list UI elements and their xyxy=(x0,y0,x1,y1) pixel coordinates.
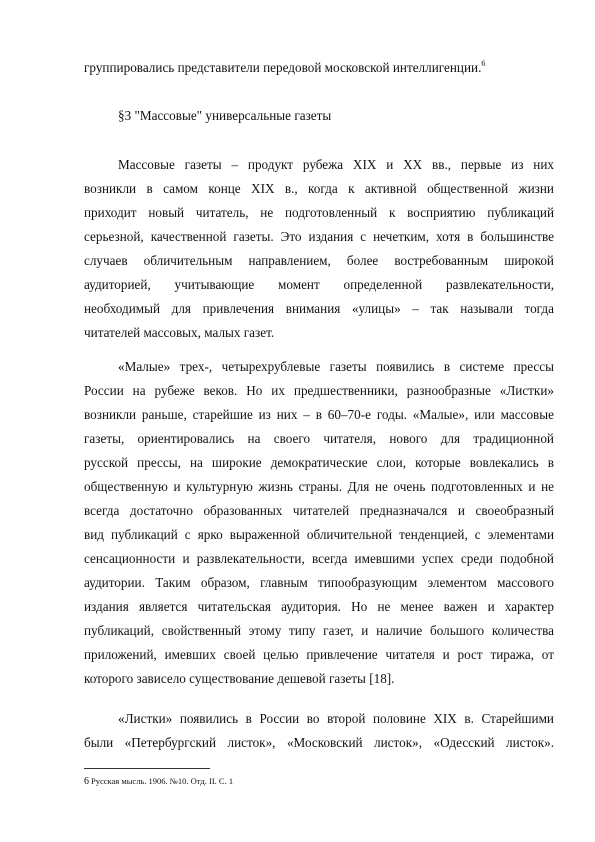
footnote-reference: 6 xyxy=(481,59,486,68)
paragraph-3-line: были «Петербургский листок», «Московский листок», «Одесский листок». xyxy=(84,735,554,750)
section-heading: §3 "Массовые" универсальные газеты xyxy=(118,108,332,123)
paragraph-2-line: приложений, имевших своей целью привлечение читателя и рост тиража, от xyxy=(84,647,554,662)
paragraph-1-line: необходимый для привлечения внимания «улицы» – так называли тогда xyxy=(84,301,554,316)
paragraph-2-line: вид публикаций с ярко выраженной обличительной тенденцией, с элементами xyxy=(84,527,554,542)
footnote-number: 6 xyxy=(84,776,89,787)
paragraph-2-line: аудитории. Таким образом, главным типообразующим элементом массового xyxy=(84,575,554,590)
paragraph-2-line: публикаций, свойственный этому типу газет, и наличие большого количества xyxy=(84,623,554,638)
paragraph-2-line: возникли раньше, старейшие из них – в 60–70-е годы. «Малые», или массовые xyxy=(84,407,554,422)
paragraph-1-line: Массовые газеты – продукт рубежа XIX и XX вв., первые из них xyxy=(118,157,554,172)
paragraph-2-line: русской прессы, на широкие демократические слои, которые вовлекались в xyxy=(84,455,554,470)
paragraph-1-line: приходит новый читатель, не подготовленный к восприятию публикаций xyxy=(84,205,554,220)
footnote-text: Русская мысль. 1906. №10. Отд. II. С. 1 xyxy=(91,776,234,786)
paragraph-2-line: сенсационности и развлекательности, всегда имевшими успех среди подобной xyxy=(84,551,554,566)
paragraph-1-line: аудиторией, учитывающие момент определенной развлекательности, xyxy=(84,277,554,292)
paragraph-1-line: читателей массовых, малых газет. xyxy=(84,325,275,340)
paragraph-2-line: которого зависело существование дешевой газеты [18]. xyxy=(84,671,395,686)
paragraph-1-line: случаев обличительным направлением, более востребованным широкой xyxy=(84,253,554,268)
paragraph-2-line: газеты, ориентировались на своего читателя, нового для традиционной xyxy=(84,431,554,446)
continuation-line xyxy=(84,60,485,76)
footnote-separator xyxy=(84,768,210,769)
paragraph-2-line: издания является читательская аудитория. Но не менее важен и характер xyxy=(84,599,554,614)
paragraph-1-line: серьезной, качественной газеты. Это издания с нечетким, хотя в большинстве xyxy=(84,229,554,244)
paragraph-2-line: России на рубеже веков. Но их предшественники, разнообразные «Листки» xyxy=(84,383,554,398)
paragraph-2-line: общественную и культурную жизнь страны. Для не очень подготовленных и не xyxy=(84,479,554,494)
paragraph-1-line: возникли в самом конце XIX в., когда к активной общественной жизни xyxy=(84,181,554,196)
continuation-text: группировались представители передовой московской интеллигенции. xyxy=(84,60,482,75)
paragraph-3-line: «Листки» появились в России во второй половине XIX в. Старейшими xyxy=(118,711,554,726)
paragraph-2-line: «Малые» трех-, четырехрублевые газеты появились в системе прессы xyxy=(118,359,554,374)
footnote xyxy=(84,776,233,787)
paragraph-2-line: всегда достаточно образованных читателей предназначался и своеобразный xyxy=(84,503,554,518)
